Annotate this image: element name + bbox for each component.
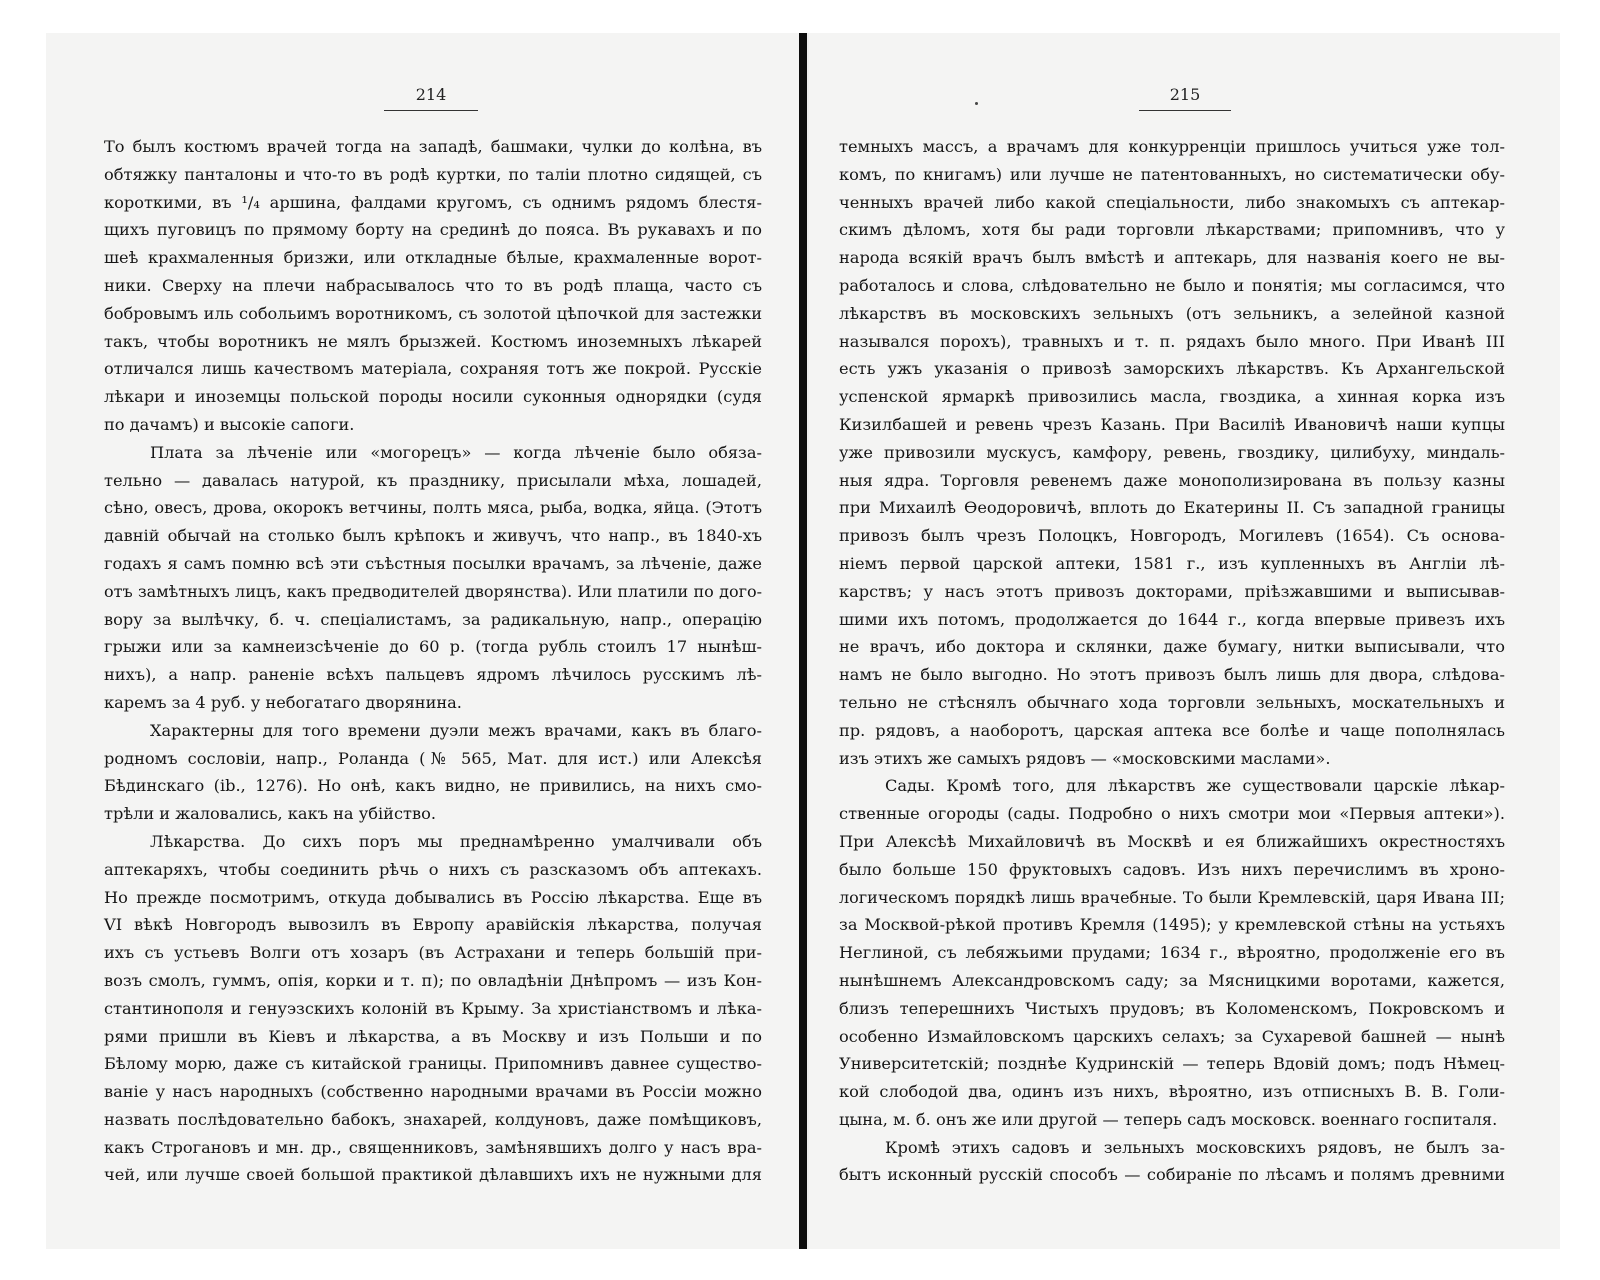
text-line: Характерны для того времени дуэли межъ врачами, какъ въ благо-	[150, 720, 762, 740]
text-line: отъ замѣтныхъ лицъ, какъ предводителей дворянства). Или платили по дого-	[104, 581, 762, 601]
text-line: стантинополя и генуэзскихъ колоній въ Крыму. За христіанствомъ и лѣка-	[104, 998, 762, 1018]
text-line: вору за вылѣчку, б. ч. спеціалистамъ, за радикальную, напр., операцію	[104, 609, 762, 629]
right-page	[809, 33, 1560, 1249]
text-line: Но прежде посмотримъ, откуда добывались въ Россію лѣкарства. Еще въ	[104, 887, 762, 907]
text-line: Университетскій; позднѣе Кудринскій — теперь Вдовій домъ; подъ Нѣмец-	[839, 1054, 1505, 1074]
book-spread-scan	[46, 33, 1560, 1249]
text-line: ственные огороды (сады. Подробно о нихъ смотри мои «Первыя аптеки»).	[839, 804, 1505, 824]
left-page-text	[104, 133, 762, 1189]
text-line: привозъ былъ чрезъ Полоцкъ, Новгородъ, Могилевъ (1654). Съ основа-	[839, 526, 1505, 546]
scan-speck	[975, 102, 978, 105]
text-line: Бѣлому морю, даже съ китайской границы. Припомнивъ давнее существо-	[104, 1054, 762, 1074]
text-line: логическомъ порядкѣ лишь врачебные. То были Кремлевскій, царя Ивана III;	[839, 887, 1505, 907]
text-line: лѣкарствъ въ московскихъ зельныхъ (отъ зельникъ, а зелейной казной	[839, 303, 1505, 323]
text-line: есть ужъ указанія о привозѣ заморскихъ лѣкарствъ. Къ Архангельской	[839, 359, 1505, 379]
text-line: родномъ сословіи, напр., Роланда (№ 565, Мат. для ист.) или Алексѣя	[104, 748, 762, 768]
text-line: успенской ярмаркѣ привозились масла, гвоздика, а хинная корка изъ	[839, 387, 1505, 407]
text-line: шими ихъ потомъ, продолжается до 1644 г., когда впервые привезъ ихъ	[839, 609, 1505, 629]
text-line: по дачамъ) и высокіе сапоги.	[104, 414, 355, 434]
text-line: нынѣшнемъ Александровскомъ саду; за Мясницкими воротами, кажется,	[839, 970, 1505, 990]
text-line: не врачъ, ибо доктора и склянки, даже бумагу, нитки выписывали, что	[839, 637, 1505, 657]
text-line: нихъ), а напр. раненіе всѣхъ пальцевъ ядромъ лѣчилось русскимъ лѣ-	[104, 665, 762, 685]
text-line: уже привозили мускусъ, камфору, ревень, гвоздику, цилибуху, миндаль-	[839, 442, 1505, 462]
text-line: цына, м. б. онъ же или другой — теперь садъ московск. военнаго госпиталя.	[839, 1109, 1498, 1129]
text-line: ихъ съ устьевъ Волги отъ хозаръ (въ Астрахани и теперь большій при-	[104, 943, 762, 963]
left-page	[46, 33, 806, 1249]
text-line: ники. Сверху на плечи набрасывалось что то въ родѣ плаща, часто съ	[104, 275, 762, 295]
text-line: возъ смолъ, гуммъ, опія, корки и т. п); по овладѣніи Днѣпромъ — изъ Кон-	[104, 970, 762, 990]
text-line: темныхъ массъ, а врачамъ для конкурренціи пришлось учиться уже тол-	[839, 137, 1505, 156]
text-line: Кизилбашей и ревень чрезъ Казань. При Василіѣ Ивановичѣ наши купцы	[839, 414, 1505, 434]
text-line: особенно Измайловскомъ царскихъ селахъ; за Сухаревой башней — нынѣ	[839, 1026, 1505, 1046]
text-line: аптекаряхъ, чтобы соединить рѣчь о нихъ съ разсказомъ объ аптекахъ.	[104, 859, 762, 879]
text-line: было больше 150 фруктовыхъ садовъ. Изъ нихъ перечислимъ въ хроно-	[839, 859, 1505, 879]
right-page-text	[839, 133, 1505, 1189]
text-line: чей, или лучше своей большой практикой дѣлавшихъ ихъ не нужными для	[104, 1165, 762, 1185]
text-line: кой слободой два, одинъ изъ нихъ, вѣроятно, изъ отписныхъ В. В. Голи-	[839, 1082, 1505, 1102]
text-line: Бѣдинскаго (ib., 1276). Но онѣ, какъ видно, не привились, на нихъ смо-	[104, 776, 762, 796]
text-line: за Москвой-рѣкой противъ Кремля (1495); у кремлевской стѣны на устьяхъ	[839, 915, 1505, 935]
text-line: рями пришли въ Кіевъ и лѣкарства, а въ Москву и изъ Польши и по	[104, 1026, 762, 1046]
text-line: сѣно, овесъ, дрова, окорокъ ветчины, полть мяса, рыба, водка, яйца. (Этотъ	[104, 498, 762, 518]
text-line: короткими, въ ¹/₄ аршина, фалдами кругомъ, съ однимъ рядомъ блестя-	[104, 192, 762, 212]
text-line: пр. рядовъ, а наоборотъ, царская аптека все болѣе и чаще пополнялась	[839, 720, 1505, 740]
text-line: ніемъ первой царской аптеки, 1581 г., изъ купленныхъ въ Англіи лѣ-	[839, 553, 1505, 573]
text-line: ченныхъ врачей либо какой спеціальности, либо знакомыхъ съ аптекар-	[839, 192, 1505, 212]
text-line: при Михаилѣ Ѳеодоровичѣ, вплоть до Екатерины II. Съ западной границы	[839, 498, 1505, 518]
text-line: Сады. Кромѣ того, для лѣкарствъ же существовали царскіе лѣкар-	[885, 776, 1505, 796]
book-gutter	[799, 33, 807, 1249]
text-line: шеѣ крахмаленныя бризжи, или откладные бѣлые, крахмаленные ворот-	[104, 248, 762, 268]
text-line: трѣли и жаловались, какъ на убійство.	[104, 804, 436, 824]
text-line: бытъ исконный русскій способъ — собираніе по лѣсамъ и полямъ древними	[839, 1165, 1505, 1185]
text-line: ваніе у насъ народныхъ (собственно народными врачами въ Россіи можно	[104, 1082, 762, 1102]
text-line: какъ Строгановъ и мн. др., священниковъ, замѣнявшихъ долго у насъ вра-	[104, 1137, 762, 1157]
text-line: тельно — давалась натурой, къ празднику, присылали мѣха, лошадей,	[104, 470, 762, 490]
text-line: бобровымъ иль собольимъ воротникомъ, съ золотой цѣпочкой для застежки	[104, 303, 762, 323]
text-line: каремъ за 4 руб. у небогатаго дворянина.	[104, 692, 462, 712]
text-line: При Алексѣѣ Михайловичѣ въ Москвѣ и ея ближайшихъ окрестностяхъ	[839, 831, 1505, 851]
text-line: такъ, чтобы воротникъ не мялъ брызжей. Костюмъ иноземныхъ лѣкарей	[104, 331, 762, 351]
text-line: давній обычай на столько былъ крѣпокъ и живучъ, что напр., въ 1840-хъ	[104, 526, 762, 546]
text-line: ныя ядра. Торговля ревенемъ даже монополизирована въ пользу казны	[839, 470, 1505, 490]
text-line: годахъ я самъ помню всѣ эти съѣстныя посылки врачамъ, за лѣченіе, даже	[104, 553, 762, 573]
text-line: Кромѣ этихъ садовъ и зельныхъ московскихъ рядовъ, не былъ за-	[885, 1137, 1505, 1157]
text-line: карствъ; у насъ этотъ привозъ докторами, пріѣзжавшими и выписывав-	[839, 581, 1505, 601]
text-line: лѣкари и иноземцы польской породы носили суконныя однорядки (судя	[104, 387, 762, 407]
text-line: близъ теперешнихъ Чистыхъ прудовъ; въ Коломенскомъ, Покровскомъ и	[839, 998, 1505, 1018]
text-line: комъ, по книгамъ) или лучше не патентованныхъ, но систематически обу-	[839, 164, 1505, 184]
text-line: назывался порохъ), травныхъ и т. п. рядахъ было много. При Иванѣ III	[839, 331, 1505, 351]
text-line: работалось и слова, слѣдовательно не было и понятія; мы согласимся, что	[839, 275, 1505, 295]
text-line: тельно не стѣснялъ обычнаго хода торговли зельныхъ, москательныхъ и	[839, 692, 1505, 712]
text-line: назвать послѣдовательно бабокъ, знахарей, колдуновъ, даже помѣщиковъ,	[104, 1109, 762, 1129]
page-number: 215	[1139, 85, 1231, 107]
text-line: Лѣкарства. До сихъ поръ мы преднамѣренно умалчивали объ	[150, 831, 762, 851]
text-line: обтяжку панталоны и что-то въ родѣ куртки, по таліи плотно сидящей, съ	[104, 164, 762, 184]
text-line: намъ не было выгодно. Но этотъ привозъ былъ лишь для двора, слѣдова-	[839, 665, 1505, 685]
text-line: VI вѣкѣ Новгородъ вывозилъ въ Европу аравійскія лѣкарства, получая	[104, 915, 762, 935]
page-number: 214	[384, 85, 478, 107]
text-line: Неглиной, съ лебяжьими прудами; 1634 г., вѣроятно, продолженіе его въ	[839, 943, 1505, 963]
text-line: народа всякій врачъ былъ вмѣстѣ и аптекарь, для названія коего не вы-	[839, 248, 1505, 268]
text-line: отличался лишь качествомъ матеріала, сохраняя тотъ же покрой. Русскіе	[104, 359, 762, 379]
text-line: Плата за лѣченіе или «могорецъ» — когда лѣченіе было обяза-	[150, 442, 762, 462]
text-line: грыжи или за камнеизсѣченіе до 60 р. (тогда рубль стоилъ 17 нынѣш-	[104, 637, 762, 657]
text-line: То былъ костюмъ врачей тогда на западѣ, башмаки, чулки до колѣна, въ	[104, 137, 762, 156]
text-line: скимъ дѣломъ, хотя бы ради торговли лѣкарствами; припомнивъ, что у	[839, 220, 1505, 240]
text-line: щихъ пуговицъ по прямому борту на срединѣ до пояса. Въ рукавахъ и по	[104, 220, 762, 240]
text-line: изъ этихъ же самыхъ рядовъ — «московскими маслами».	[839, 748, 1331, 768]
